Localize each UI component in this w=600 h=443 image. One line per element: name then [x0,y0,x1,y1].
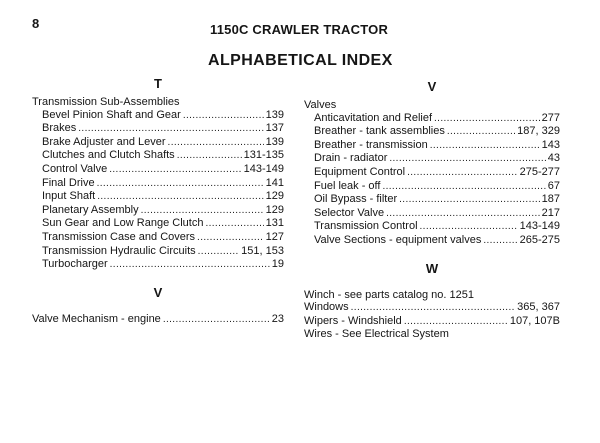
index-entry-label: Transmission Control [314,220,418,233]
dot-leader [434,112,540,126]
section-letter-v: V [427,79,437,94]
index-entry-pages: 143-149 [243,162,284,175]
dot-leader [399,193,540,207]
dot-leader [483,234,517,248]
index-entry [304,139,560,153]
index-entry-pages: 277 [541,111,560,124]
dot-leader [163,313,270,327]
index-entry-label: Valve Sections - equipment valves [314,233,482,246]
index-entry-label: Breather - tank assemblies [314,125,445,138]
dot-leader [430,139,540,153]
index-entry-pages: 139 [265,135,284,148]
index-entry-label: Wipers - Windshield [304,314,402,327]
index-entry-pages: 143 [541,138,560,151]
group-heading-transmission-sub-assemblies: Transmission Sub-Assemblies [32,96,180,108]
index-entry-label: Windows [304,301,349,314]
dot-leader [97,177,264,191]
index-entry-pages: 127 [265,230,284,243]
index-entry-label: Bevel Pinion Shaft and Gear [42,108,181,121]
dot-leader [141,204,264,218]
index-entry-pages: 365, 367 [517,301,560,314]
index-entry [304,328,560,341]
index-entry [304,180,560,194]
index-entry-label: Brakes [42,122,77,135]
index-entry-pages: 139 [265,108,284,121]
index-entry [32,313,284,327]
index-entry [32,245,284,259]
index-entry-pages: 275-277 [519,165,560,178]
index-entry-label: Sun Gear and Low Range Clutch [42,217,204,230]
index-entry [304,220,560,234]
dot-leader [97,190,263,204]
dot-leader [420,220,518,234]
section-v-entries [32,313,284,327]
index-column-right [304,80,560,341]
index-entry [304,289,560,302]
index-entry-pages: 137 [265,122,284,135]
index-entry-pages: 107, 107B [509,314,560,327]
index-entry-label: Valve Mechanism - engine [32,312,161,325]
index-entry-pages: 43 [547,152,560,165]
index-entry-pages: 131 [265,217,284,230]
index-entry [304,125,560,139]
index-entry [32,136,284,150]
index-entry-label: Equipment Control [314,165,406,178]
dot-leader [386,207,540,221]
index-entry-pages: 23 [271,312,284,325]
index-entry-pages: 67 [547,179,560,192]
index-entry-pages: 131-135 [243,149,284,162]
index-entry [32,190,284,204]
index-entry-pages: 187, 329 [517,125,560,138]
index-entry [32,109,284,123]
section-letter-v: V [153,284,163,300]
index-entry-label: Input Shaft [42,190,96,203]
dot-leader [382,180,545,194]
index-entry-label: Anticavitation and Relief [314,111,433,124]
index-entry-label: Oil Bypass - filter [314,193,398,206]
index-entry-pages: 151, 153 [241,244,284,257]
index-entry [304,166,560,180]
index-column-left [32,77,284,326]
index-entry-label: Wires - See Electrical System [304,328,449,341]
index-entry [304,152,560,166]
index-entry [304,301,560,315]
index-entry [32,231,284,245]
document-title: 1150C CRAWLER TRACTOR [210,22,389,37]
dot-leader [205,217,263,231]
dot-leader [197,231,264,245]
dot-leader [407,166,518,180]
index-entry [32,177,284,191]
section-letter-w: W [425,260,439,276]
section-t-entries [32,109,284,272]
dot-leader [404,315,508,329]
index-entry-pages: 217 [541,206,560,219]
index-entry-label: Turbocharger [42,258,108,271]
index-entry [304,234,560,248]
index-entry [304,207,560,221]
group-heading-valves: Valves [304,99,337,111]
index-entry [32,258,284,272]
index-entry-label: Breather - transmission [314,138,428,151]
dot-leader [447,125,515,139]
dot-leader [389,152,545,166]
index-entry-label: Fuel leak - off [314,179,381,192]
dot-leader [168,136,264,150]
index-entry-label: Winch - see parts catalog no. 1251 [304,288,474,301]
index-entry-label: Clutches and Clutch Shafts [42,149,175,162]
index-entry-pages: 129 [265,203,284,216]
index-entry [32,217,284,231]
index-entry-label: Transmission Hydraulic Circuits [42,244,196,257]
index-entry-pages: 129 [265,190,284,203]
page-number: 8 [32,16,40,31]
dot-leader [198,245,240,259]
section-v-entries [304,112,560,248]
index-entry [32,163,284,177]
index-entry-pages: 143-149 [519,220,560,233]
index-entry [304,315,560,329]
index-entry-label: Selector Valve [314,206,385,219]
index-entry-label: Control Valve [42,162,108,175]
dot-leader [78,122,263,136]
section-w-entries [304,289,560,341]
dot-leader [351,301,516,315]
index-entry [32,149,284,163]
dot-leader [110,258,270,272]
index-entry-label: Drain - radiator [314,152,388,165]
index-entry-label: Planetary Assembly [42,203,139,216]
section-letter-t: T [154,76,162,91]
index-entry-label: Transmission Case and Covers [42,230,196,243]
index-entry-pages: 141 [265,176,284,189]
index-entry [32,204,284,218]
index-entry [32,122,284,136]
index-entry [304,112,560,126]
index-entry [304,193,560,207]
dot-leader [183,109,264,123]
dot-leader [109,163,241,177]
index-entry-pages: 187 [541,193,560,206]
index-entry-label: Final Drive [42,176,95,189]
index-entry-pages: 265-275 [519,233,560,246]
dot-leader [177,149,242,163]
index-entry-label: Brake Adjuster and Lever [42,135,166,148]
index-heading: ALPHABETICAL INDEX [208,52,393,69]
index-entry-pages: 19 [271,258,284,271]
